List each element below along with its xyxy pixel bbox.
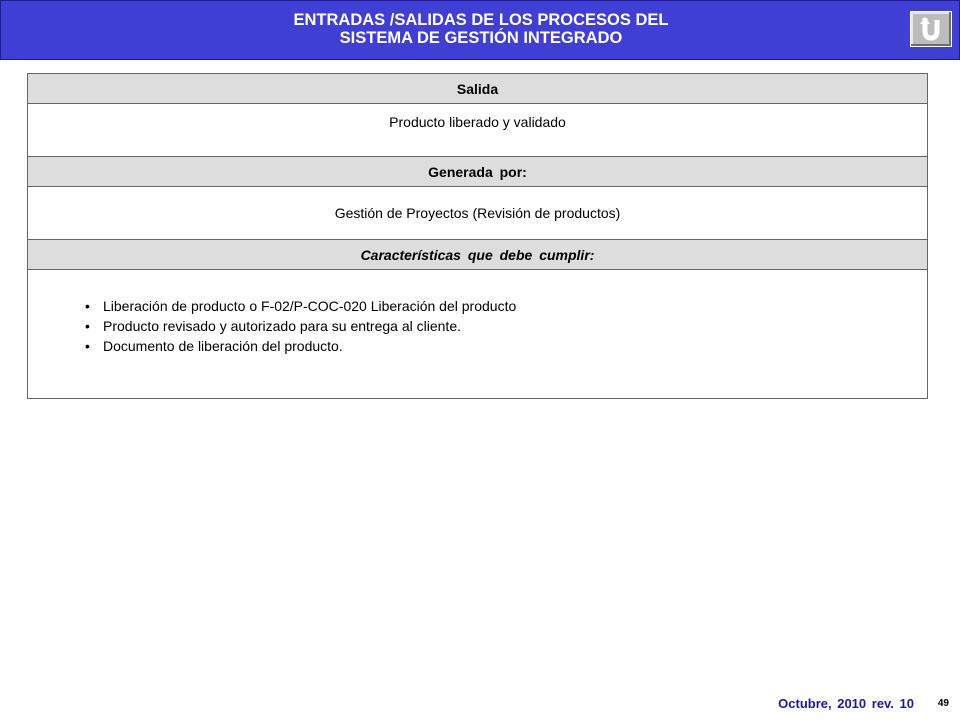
page-title-line-2: SISTEMA DE GESTIÓN INTEGRADO bbox=[339, 29, 623, 47]
generada-header: Generada por: bbox=[28, 157, 927, 187]
page-title-line-1: ENTRADAS /SALIDAS DE LOS PROCESOS DEL bbox=[293, 11, 669, 29]
requirements-list bbox=[28, 270, 927, 398]
page-title bbox=[181, 11, 781, 47]
list-item: • Documento de liberación del producto. bbox=[85, 336, 927, 356]
caracteristicas-header: Características que debe cumplir: bbox=[28, 240, 927, 270]
u-turn-arrow-icon bbox=[918, 16, 944, 42]
process-output-table bbox=[27, 73, 928, 399]
back-button[interactable] bbox=[910, 11, 952, 47]
page-number: 49 bbox=[937, 698, 949, 709]
footer-date: Octubre, 2010 rev. 10 bbox=[778, 696, 914, 711]
header-banner bbox=[0, 0, 960, 60]
list-item: • Producto revisado y autorizado para su entrega al cliente. bbox=[85, 316, 927, 336]
salida-value: Producto liberado y validado bbox=[28, 104, 927, 157]
generada-value: Gestión de Proyectos (Revisión de productos) bbox=[28, 187, 927, 240]
salida-header: Salida bbox=[28, 74, 927, 104]
list-item: • Liberación de producto o F-02/P-COC-020 Liberación del producto bbox=[85, 296, 927, 316]
